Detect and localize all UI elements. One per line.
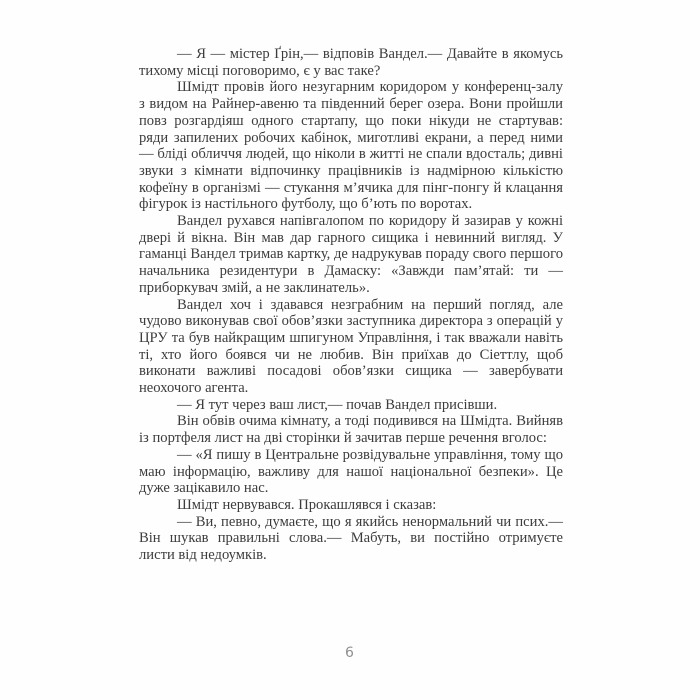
paragraph: Він обвів очима кімнату, а тоді подивився на Шмідта. Вийняв із портфеля лист на дві сторінки й зачитав перше речення вголос:	[139, 413, 563, 447]
paragraph: Вандел рухався напівгалопом по коридору й зазирав у кожні двері й вікна. Він мав дар гарного сищика і невинний вигляд. У гаманці Вандел тримав картку, де надрукував пораду свого першого начальника резидентури в Дамаску: «Завжди пам’ятай: ти — приборкувач змій, а не заклинатель».	[139, 213, 563, 296]
page-number: 6	[345, 645, 355, 661]
paragraph: Шмідт провів його незугарним коридором у конференц-залу з видом на Райнер-авеню та південний берег озера. Вони пройшли повз розгардіяш одного стартапу, що поки нікуди не стартував: ряди запилених робочих кабінок, миготливі екрани, а перед ними — бліді обличчя людей, що ніколи в житті не спали вдосталь; дивні звуки з кімнати відпочинку працівників із надмірною кількістю кофеїну в організмі — стукання м’ячика для пінг-понгу й клацання фігурок із настільного футболу, що б’ють по воротах.	[139, 79, 563, 213]
paragraph: Шмідт нервувався. Прокашлявся і сказав:	[177, 496, 437, 513]
paragraph: — «Я пишу в Центральне розвідувальне управління, тому що маю інформацію, важливу для нашої національної безпеки». Це дуже зацікавило нас.	[139, 446, 563, 497]
paragraph: — Я — містер Ґрін,— відповів Вандел.— Давайте в якомусь тихому місці поговоримо, є у вас таке?	[139, 46, 563, 79]
paragraph: — Ви, певно, думаєте, що я якийсь ненормальний чи псих.— Він шукав правильні слова.— Мабуть, ви постійно отримуєте листи від недоумків.	[139, 513, 563, 564]
page-text	[139, 46, 563, 564]
paragraph: Вандел хоч і здавався незграбним на перший погляд, але чудово виконував свої обов’язки заступника директора з операцій у ЦРУ та був найкращим шпигуном Управління, і так вважали навіть ті, хто його боявся чи не любив. Він приїхав до Сіеттлу, щоб виконати важливі посадові обов’язки сищика — завербувати неохочого агента.	[139, 296, 563, 397]
paragraph: — Я тут через ваш лист,— почав Вандел присівши.	[177, 396, 498, 413]
